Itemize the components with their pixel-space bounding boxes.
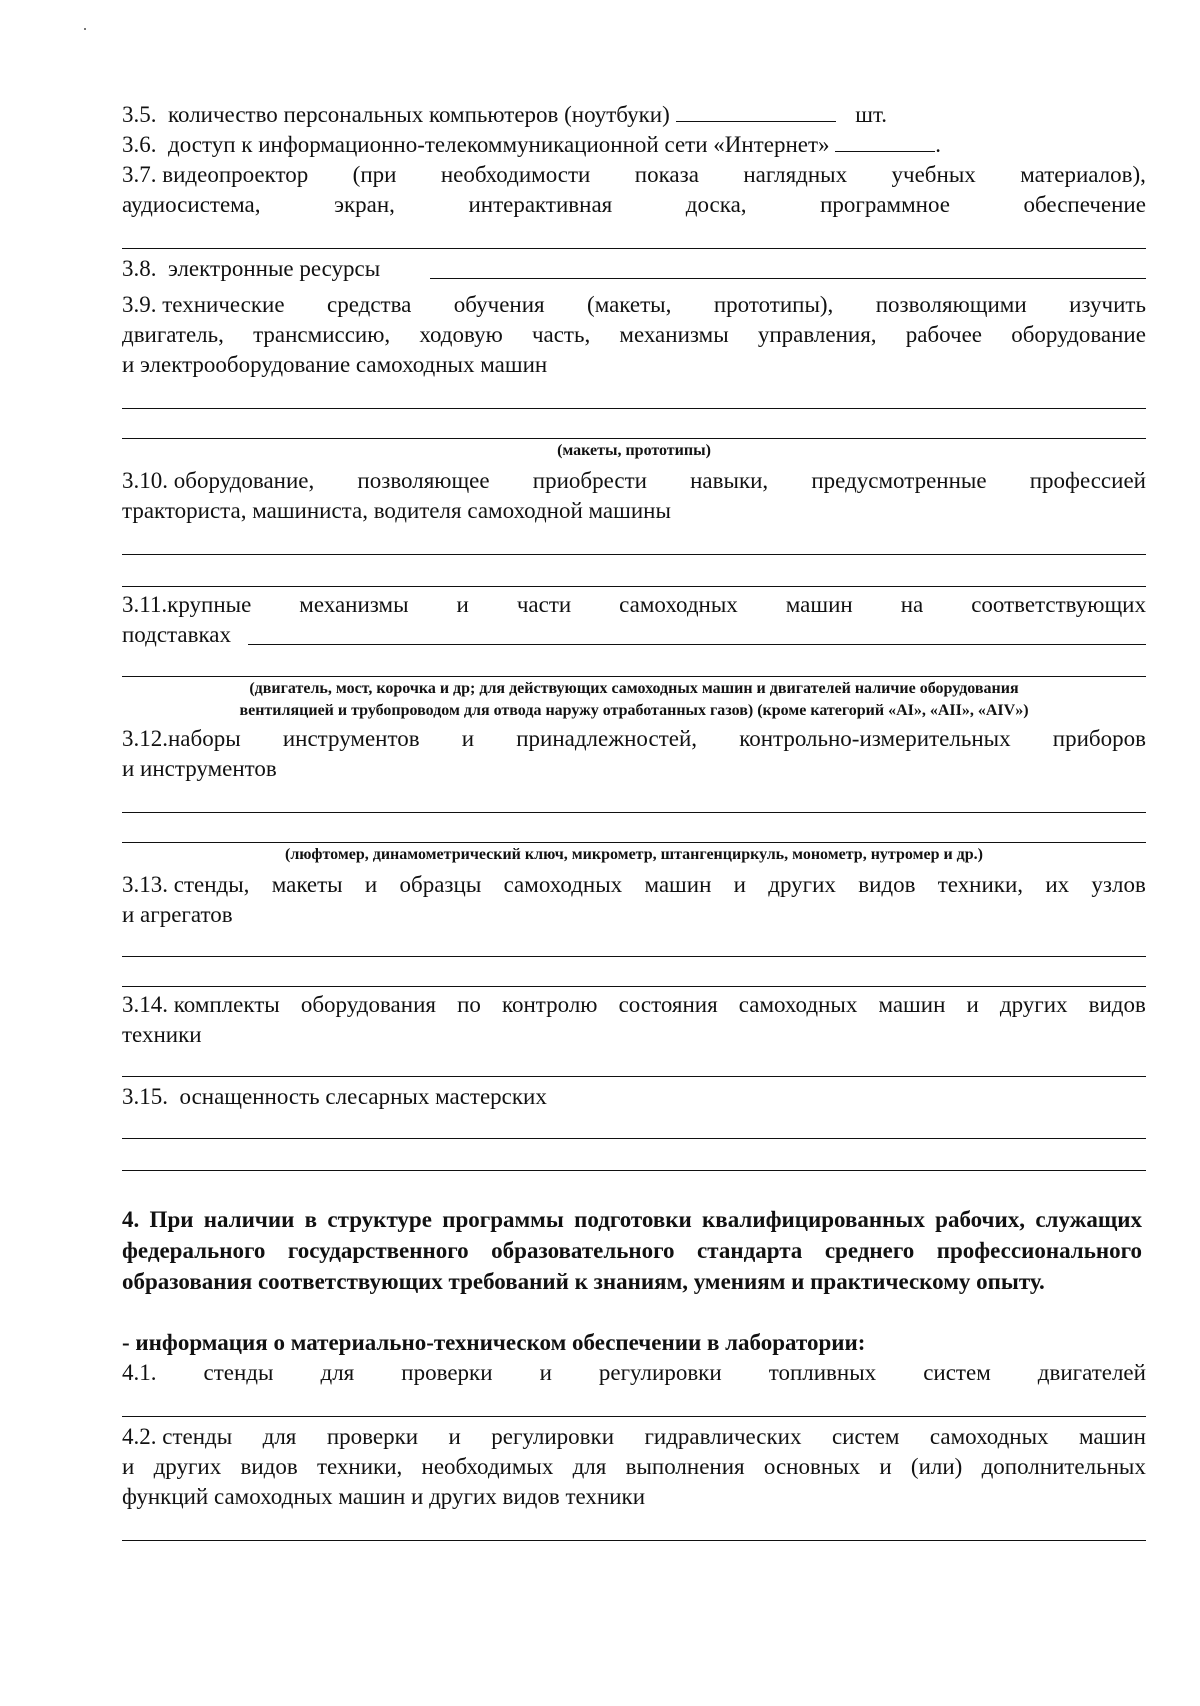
- word: аудиосистема,: [122, 192, 261, 217]
- fill-line: [122, 586, 1146, 587]
- word: техники,: [937, 872, 1024, 897]
- word: машин: [878, 992, 946, 1017]
- word: экран,: [334, 192, 395, 217]
- item-number: 3.12.: [122, 726, 168, 751]
- word: оборудование,: [173, 468, 315, 493]
- word: и: [364, 872, 378, 897]
- caption-3-11-a: (двигатель, мост, корочка и др; для действующих самоходных машин и двигателей наличие оборудования: [249, 680, 1019, 697]
- word: самоходных: [738, 992, 858, 1017]
- item-number: 3.8.: [122, 256, 157, 281]
- word: доска,: [685, 192, 747, 217]
- word: проверки: [326, 1424, 419, 1449]
- unit-label: шт.: [855, 102, 888, 127]
- item-number: 3.15.: [122, 1084, 168, 1109]
- section-4-subheading: - информация о материально-техническом обеспечении в лаборатории:: [122, 1330, 866, 1355]
- word: навыки,: [690, 468, 769, 493]
- word: их: [1045, 872, 1070, 897]
- word: необходимости: [440, 162, 591, 187]
- word: систем: [831, 1424, 900, 1449]
- word: принадлежностей,: [516, 726, 698, 751]
- word: приборов: [1052, 726, 1146, 751]
- word: состояния: [618, 992, 718, 1017]
- fill-line: [122, 842, 1146, 843]
- word: и: [539, 1360, 552, 1385]
- word: и: [879, 1454, 892, 1479]
- word: выполнения: [625, 1454, 745, 1479]
- item-number: 3.7.: [122, 162, 157, 187]
- word: предусмотренные: [811, 468, 987, 493]
- item-3-6: [122, 130, 941, 160]
- item-4-1: [122, 1358, 1146, 1388]
- word: (макеты,: [587, 292, 672, 317]
- word: стенды: [162, 1424, 233, 1449]
- word: материалов),: [1020, 162, 1146, 187]
- item-3-14-line2: техники: [122, 1022, 202, 1047]
- item-text: электронные ресурсы: [168, 256, 381, 281]
- word: и: [122, 1454, 135, 1479]
- word: управления,: [757, 322, 877, 347]
- item-number: 3.11.: [122, 592, 168, 617]
- word: учебных: [891, 162, 976, 187]
- item-3-10-line1: [122, 466, 1146, 496]
- word: изучить: [1069, 292, 1146, 317]
- fill-line: [430, 278, 1146, 279]
- word: механизмы: [619, 322, 729, 347]
- fill-line: [248, 644, 1146, 645]
- word: регулировки: [598, 1360, 722, 1385]
- word: образцы: [399, 872, 482, 897]
- word: для: [572, 1454, 607, 1479]
- word: контролю: [501, 992, 598, 1017]
- fill-line: [122, 1416, 1146, 1417]
- word: часть,: [531, 322, 591, 347]
- word: видов: [240, 1454, 298, 1479]
- word: макеты: [271, 872, 343, 897]
- word: и: [966, 992, 979, 1017]
- item-3-12-line2: и инструментов: [122, 756, 277, 781]
- word: (при: [352, 162, 397, 187]
- word: и: [448, 1424, 461, 1449]
- word: гидравлических: [644, 1424, 802, 1449]
- word: для: [262, 1424, 297, 1449]
- item-text: доступ к информационно-телекоммуникационной сети «Интернет»: [168, 132, 830, 157]
- word: машин: [644, 872, 712, 897]
- fill-line: [122, 956, 1146, 957]
- item-3-10-line2: тракториста, машиниста, водителя самоходной машины: [122, 498, 671, 523]
- word: трансмиссию,: [253, 322, 391, 347]
- word: дополнительных: [981, 1454, 1146, 1479]
- word: проверки: [401, 1360, 493, 1385]
- item-4-2-line3: функций самоходных машин и других видов техники: [122, 1484, 646, 1509]
- word: (или): [910, 1454, 963, 1479]
- word: наглядных: [743, 162, 848, 187]
- word: стенды: [203, 1360, 274, 1385]
- item-number: 3.13.: [122, 872, 168, 897]
- item-number: 3.14.: [122, 992, 168, 1017]
- word: самоходных: [619, 592, 738, 617]
- word: оборудования: [300, 992, 436, 1017]
- fill-line: [122, 1138, 1146, 1139]
- word: видов: [1088, 992, 1146, 1017]
- word: видеопроектор: [162, 162, 309, 187]
- fill-line: [122, 438, 1146, 439]
- item-3-11-line1: [122, 590, 1146, 620]
- word: крупные: [167, 592, 252, 617]
- word: интерактивная: [468, 192, 613, 217]
- fill-line: [122, 676, 1146, 677]
- word: двигателей: [1037, 1360, 1146, 1385]
- fill-line: [122, 1540, 1146, 1541]
- item-3-9-line3: и электрооборудование самоходных машин: [122, 352, 548, 377]
- word: двигатель,: [122, 322, 224, 347]
- word: техники,: [316, 1454, 403, 1479]
- fill-line: [122, 812, 1146, 813]
- word: по: [457, 992, 481, 1017]
- word: и: [461, 726, 475, 751]
- word: обеспечение: [1023, 192, 1146, 217]
- word: и: [456, 592, 469, 617]
- word: приобрести: [532, 468, 647, 493]
- word: самоходных: [503, 872, 623, 897]
- word: контрольно-измерительных: [739, 726, 1011, 751]
- word: соответствующих: [971, 592, 1146, 617]
- fill-blank: [676, 101, 836, 122]
- fill-line: [122, 408, 1146, 409]
- word: средства: [327, 292, 412, 317]
- caption-3-11-b: вентиляцией и трубопроводом для отвода наружу отработанных газов) (кроме категорий «AI», «AII», «AIV»): [239, 702, 1029, 719]
- word: машин: [785, 592, 853, 617]
- word: видов: [858, 872, 916, 897]
- item-3-7-line1: [122, 160, 1146, 190]
- word: других: [153, 1454, 222, 1479]
- word: позволяющее: [357, 468, 490, 493]
- fill-line: [122, 1076, 1146, 1077]
- item-number: 3.5.: [122, 102, 157, 127]
- word: части: [516, 592, 572, 617]
- word: самоходных: [929, 1424, 1049, 1449]
- word: позволяющими: [875, 292, 1027, 317]
- item-number: 3.10.: [122, 468, 168, 493]
- item-3-12-line1: [122, 724, 1146, 754]
- word: машин: [1078, 1424, 1146, 1449]
- item-text: количество персональных компьютеров (ноутбуки): [168, 102, 670, 127]
- word: основных: [763, 1454, 861, 1479]
- fill-line: [122, 554, 1146, 555]
- item-3-15: [122, 1082, 547, 1112]
- word: прототипы),: [713, 292, 834, 317]
- word: стенды,: [173, 872, 250, 897]
- word: и: [733, 872, 746, 897]
- item-number: 3.9.: [122, 292, 157, 317]
- item-number: 3.6.: [122, 132, 157, 157]
- word: систем: [923, 1360, 991, 1385]
- word: ходовую: [419, 322, 503, 347]
- fill-line: [122, 986, 1146, 987]
- word: комплекты: [173, 992, 280, 1017]
- word: для: [320, 1360, 355, 1385]
- word: показа: [634, 162, 699, 187]
- item-3-5: [122, 100, 887, 130]
- fill-line: [122, 1170, 1146, 1171]
- item-3-9-line2: [122, 320, 1146, 350]
- item-3-11-line2: [122, 620, 231, 650]
- item-3-13-line2: и агрегатов: [122, 902, 233, 927]
- word: на: [900, 592, 924, 617]
- word: рабочее: [905, 322, 983, 347]
- section-4-heading: 4. При наличии в структуре программы подготовки квалифицированных рабочих, служащих федерального государственного образовательного стандарта среднего профессионального образования соответствующих требований к знаниям, умениям и практическому опыту.: [122, 1207, 1142, 1294]
- word: других: [999, 992, 1068, 1017]
- caption-3-12: (люфтомер, динамометрический ключ, микрометр, штангенциркуль, монометр, нутромер и др.): [284, 846, 983, 863]
- item-4-2-line2: [122, 1452, 1146, 1482]
- item-text: оснащенность слесарных мастерских: [179, 1084, 547, 1109]
- word: необходимых: [421, 1454, 554, 1479]
- word: инструментов: [282, 726, 420, 751]
- fill-blank: [835, 131, 935, 152]
- item-3-7-line2: [122, 190, 1146, 220]
- word: других: [768, 872, 836, 897]
- fill-line: [122, 248, 1146, 249]
- word: программное: [820, 192, 950, 217]
- item-3-14-line1: [122, 990, 1146, 1020]
- word: механизмы: [299, 592, 409, 617]
- item-number: 4.2.: [122, 1424, 157, 1449]
- item-text: подставках: [122, 622, 231, 647]
- caption-3-9: (макеты, прототипы): [557, 442, 711, 459]
- item-number: 4.1.: [122, 1360, 157, 1385]
- word: профессией: [1029, 468, 1146, 493]
- word: оборудование: [1011, 322, 1146, 347]
- word: регулировки: [491, 1424, 615, 1449]
- word: топливных: [768, 1360, 877, 1385]
- item-3-13-line1: [122, 870, 1146, 900]
- word: обучения: [453, 292, 545, 317]
- scan-speck: [84, 28, 86, 30]
- item-end: .: [935, 132, 942, 157]
- word: узлов: [1091, 872, 1146, 897]
- item-3-9-line1: [122, 290, 1146, 320]
- word: технические: [162, 292, 285, 317]
- item-3-8: [122, 254, 380, 284]
- word: наборы: [168, 726, 241, 751]
- item-4-2-line1: [122, 1422, 1146, 1452]
